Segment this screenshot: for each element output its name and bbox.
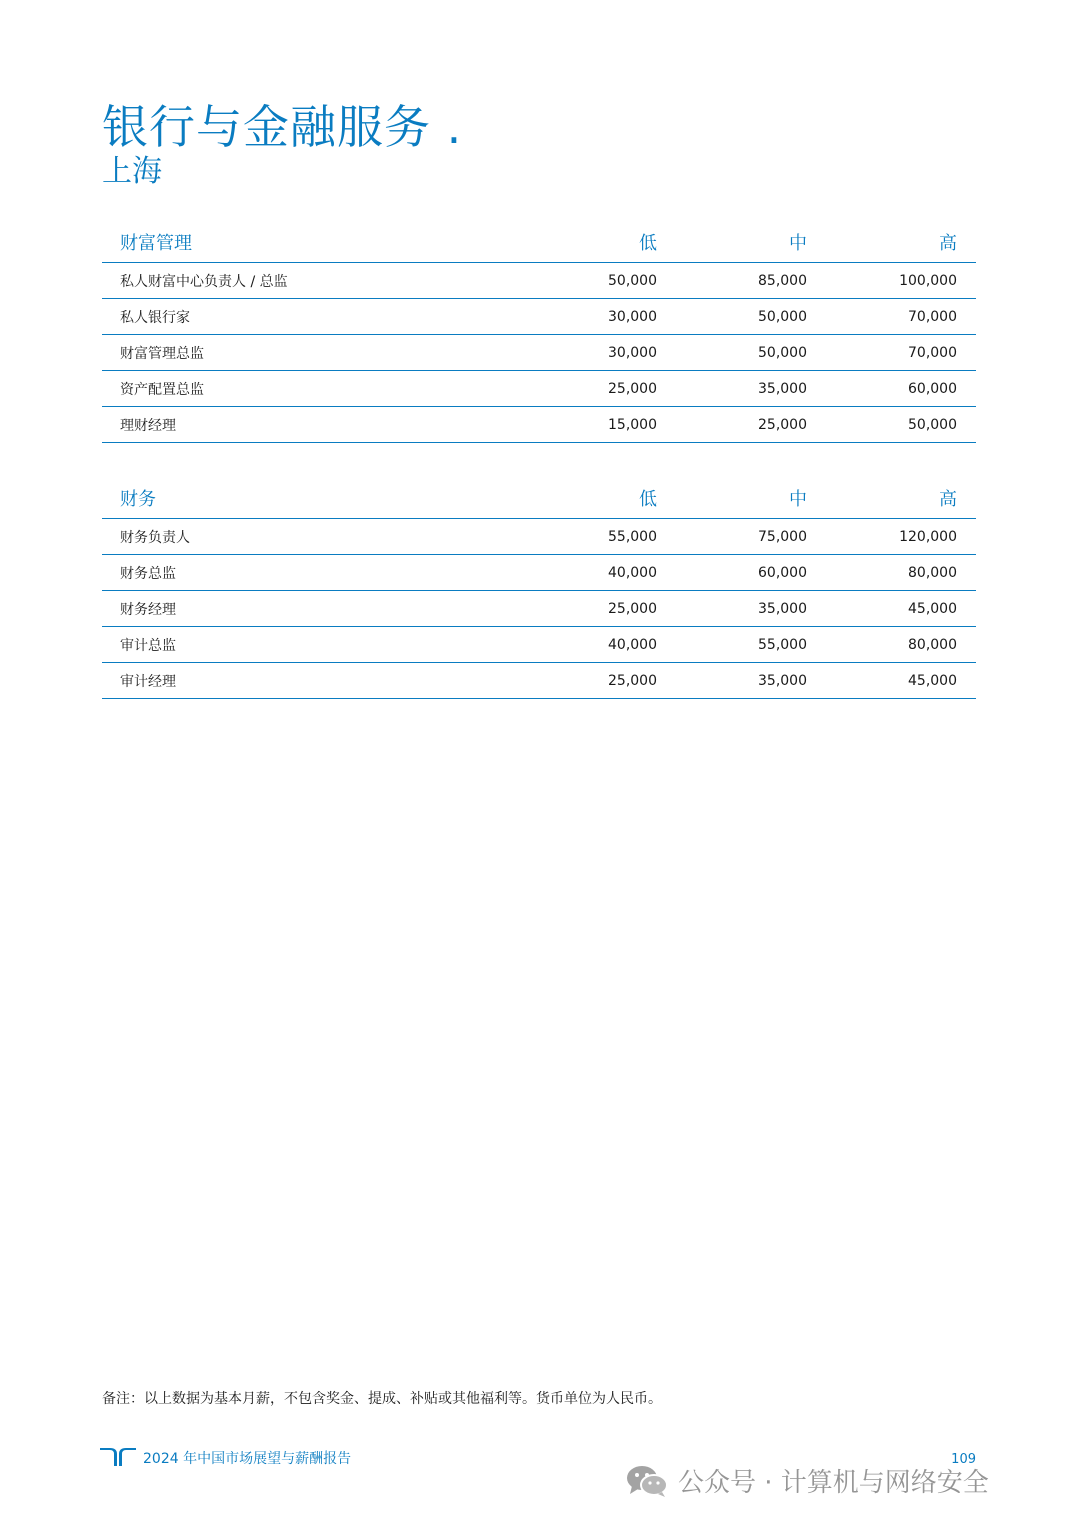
table-row <box>102 555 976 591</box>
column-header-mid: 中 <box>789 233 807 254</box>
table-row <box>102 335 976 371</box>
page-subtitle-city: 上海 <box>102 154 162 189</box>
salary-mid: 35,000 <box>758 380 807 397</box>
salary-mid: 60,000 <box>758 564 807 581</box>
salary-high: 60,000 <box>908 380 957 397</box>
table-row <box>102 663 976 699</box>
salary-mid: 75,000 <box>758 528 807 545</box>
section-heading: 财富管理 <box>120 233 192 254</box>
salary-low: 30,000 <box>608 344 657 361</box>
salary-high: 80,000 <box>908 564 957 581</box>
salary-table-finance <box>102 482 976 699</box>
salary-mid: 50,000 <box>758 344 807 361</box>
column-header-mid: 中 <box>789 489 807 510</box>
salary-low: 40,000 <box>608 564 657 581</box>
company-logo-icon <box>100 1448 136 1468</box>
watermark-text: 公众号 · 计算机与网络安全 <box>678 1468 989 1498</box>
salary-low: 25,000 <box>608 672 657 689</box>
salary-mid: 25,000 <box>758 416 807 433</box>
section-heading: 财务 <box>120 489 156 510</box>
table-row <box>102 407 976 443</box>
salary-low: 55,000 <box>608 528 657 545</box>
role-name: 资产配置总监 <box>120 381 204 398</box>
table-row <box>102 263 976 299</box>
table-row <box>102 299 976 335</box>
salary-low: 40,000 <box>608 636 657 653</box>
salary-mid: 85,000 <box>758 272 807 289</box>
salary-mid: 55,000 <box>758 636 807 653</box>
role-name: 财务负责人 <box>120 529 190 546</box>
salary-low: 15,000 <box>608 416 657 433</box>
salary-low: 50,000 <box>608 272 657 289</box>
wechat-icon <box>626 1464 668 1498</box>
role-name: 私人财富中心负责人 / 总监 <box>120 273 288 290</box>
salary-mid: 35,000 <box>758 600 807 617</box>
role-name: 财务总监 <box>120 565 176 582</box>
salary-table-wealth-management <box>102 226 976 443</box>
salary-high: 70,000 <box>908 308 957 325</box>
page-title: 银行与金融服务 . <box>102 100 463 154</box>
salary-mid: 50,000 <box>758 308 807 325</box>
salary-mid: 35,000 <box>758 672 807 689</box>
table-header <box>102 226 976 263</box>
salary-high: 100,000 <box>899 272 957 289</box>
table-header <box>102 482 976 519</box>
column-header-high: 高 <box>939 489 957 510</box>
column-header-low: 低 <box>639 489 657 510</box>
page-number: 109 <box>951 1452 976 1467</box>
role-name: 理财经理 <box>120 417 176 434</box>
salary-low: 25,000 <box>608 380 657 397</box>
table-row <box>102 519 976 555</box>
salary-low: 25,000 <box>608 600 657 617</box>
salary-high: 70,000 <box>908 344 957 361</box>
salary-high: 120,000 <box>899 528 957 545</box>
watermark <box>626 1462 989 1499</box>
report-title: 2024 年中国市场展望与薪酬报告 <box>143 1451 352 1467</box>
role-name: 审计经理 <box>120 673 176 690</box>
role-name: 财务经理 <box>120 601 176 618</box>
table-row <box>102 371 976 407</box>
role-name: 财富管理总监 <box>120 345 204 362</box>
footnote: 备注：以上数据为基本月薪，不包含奖金、提成、补贴或其他福利等。货币单位为人民币。 <box>102 1391 662 1407</box>
table-row <box>102 591 976 627</box>
salary-high: 80,000 <box>908 636 957 653</box>
table-row <box>102 627 976 663</box>
column-header-high: 高 <box>939 233 957 254</box>
role-name: 审计总监 <box>120 637 176 654</box>
salary-high: 50,000 <box>908 416 957 433</box>
salary-high: 45,000 <box>908 600 957 617</box>
column-header-low: 低 <box>639 233 657 254</box>
role-name: 私人银行家 <box>120 309 190 326</box>
salary-low: 30,000 <box>608 308 657 325</box>
salary-high: 45,000 <box>908 672 957 689</box>
